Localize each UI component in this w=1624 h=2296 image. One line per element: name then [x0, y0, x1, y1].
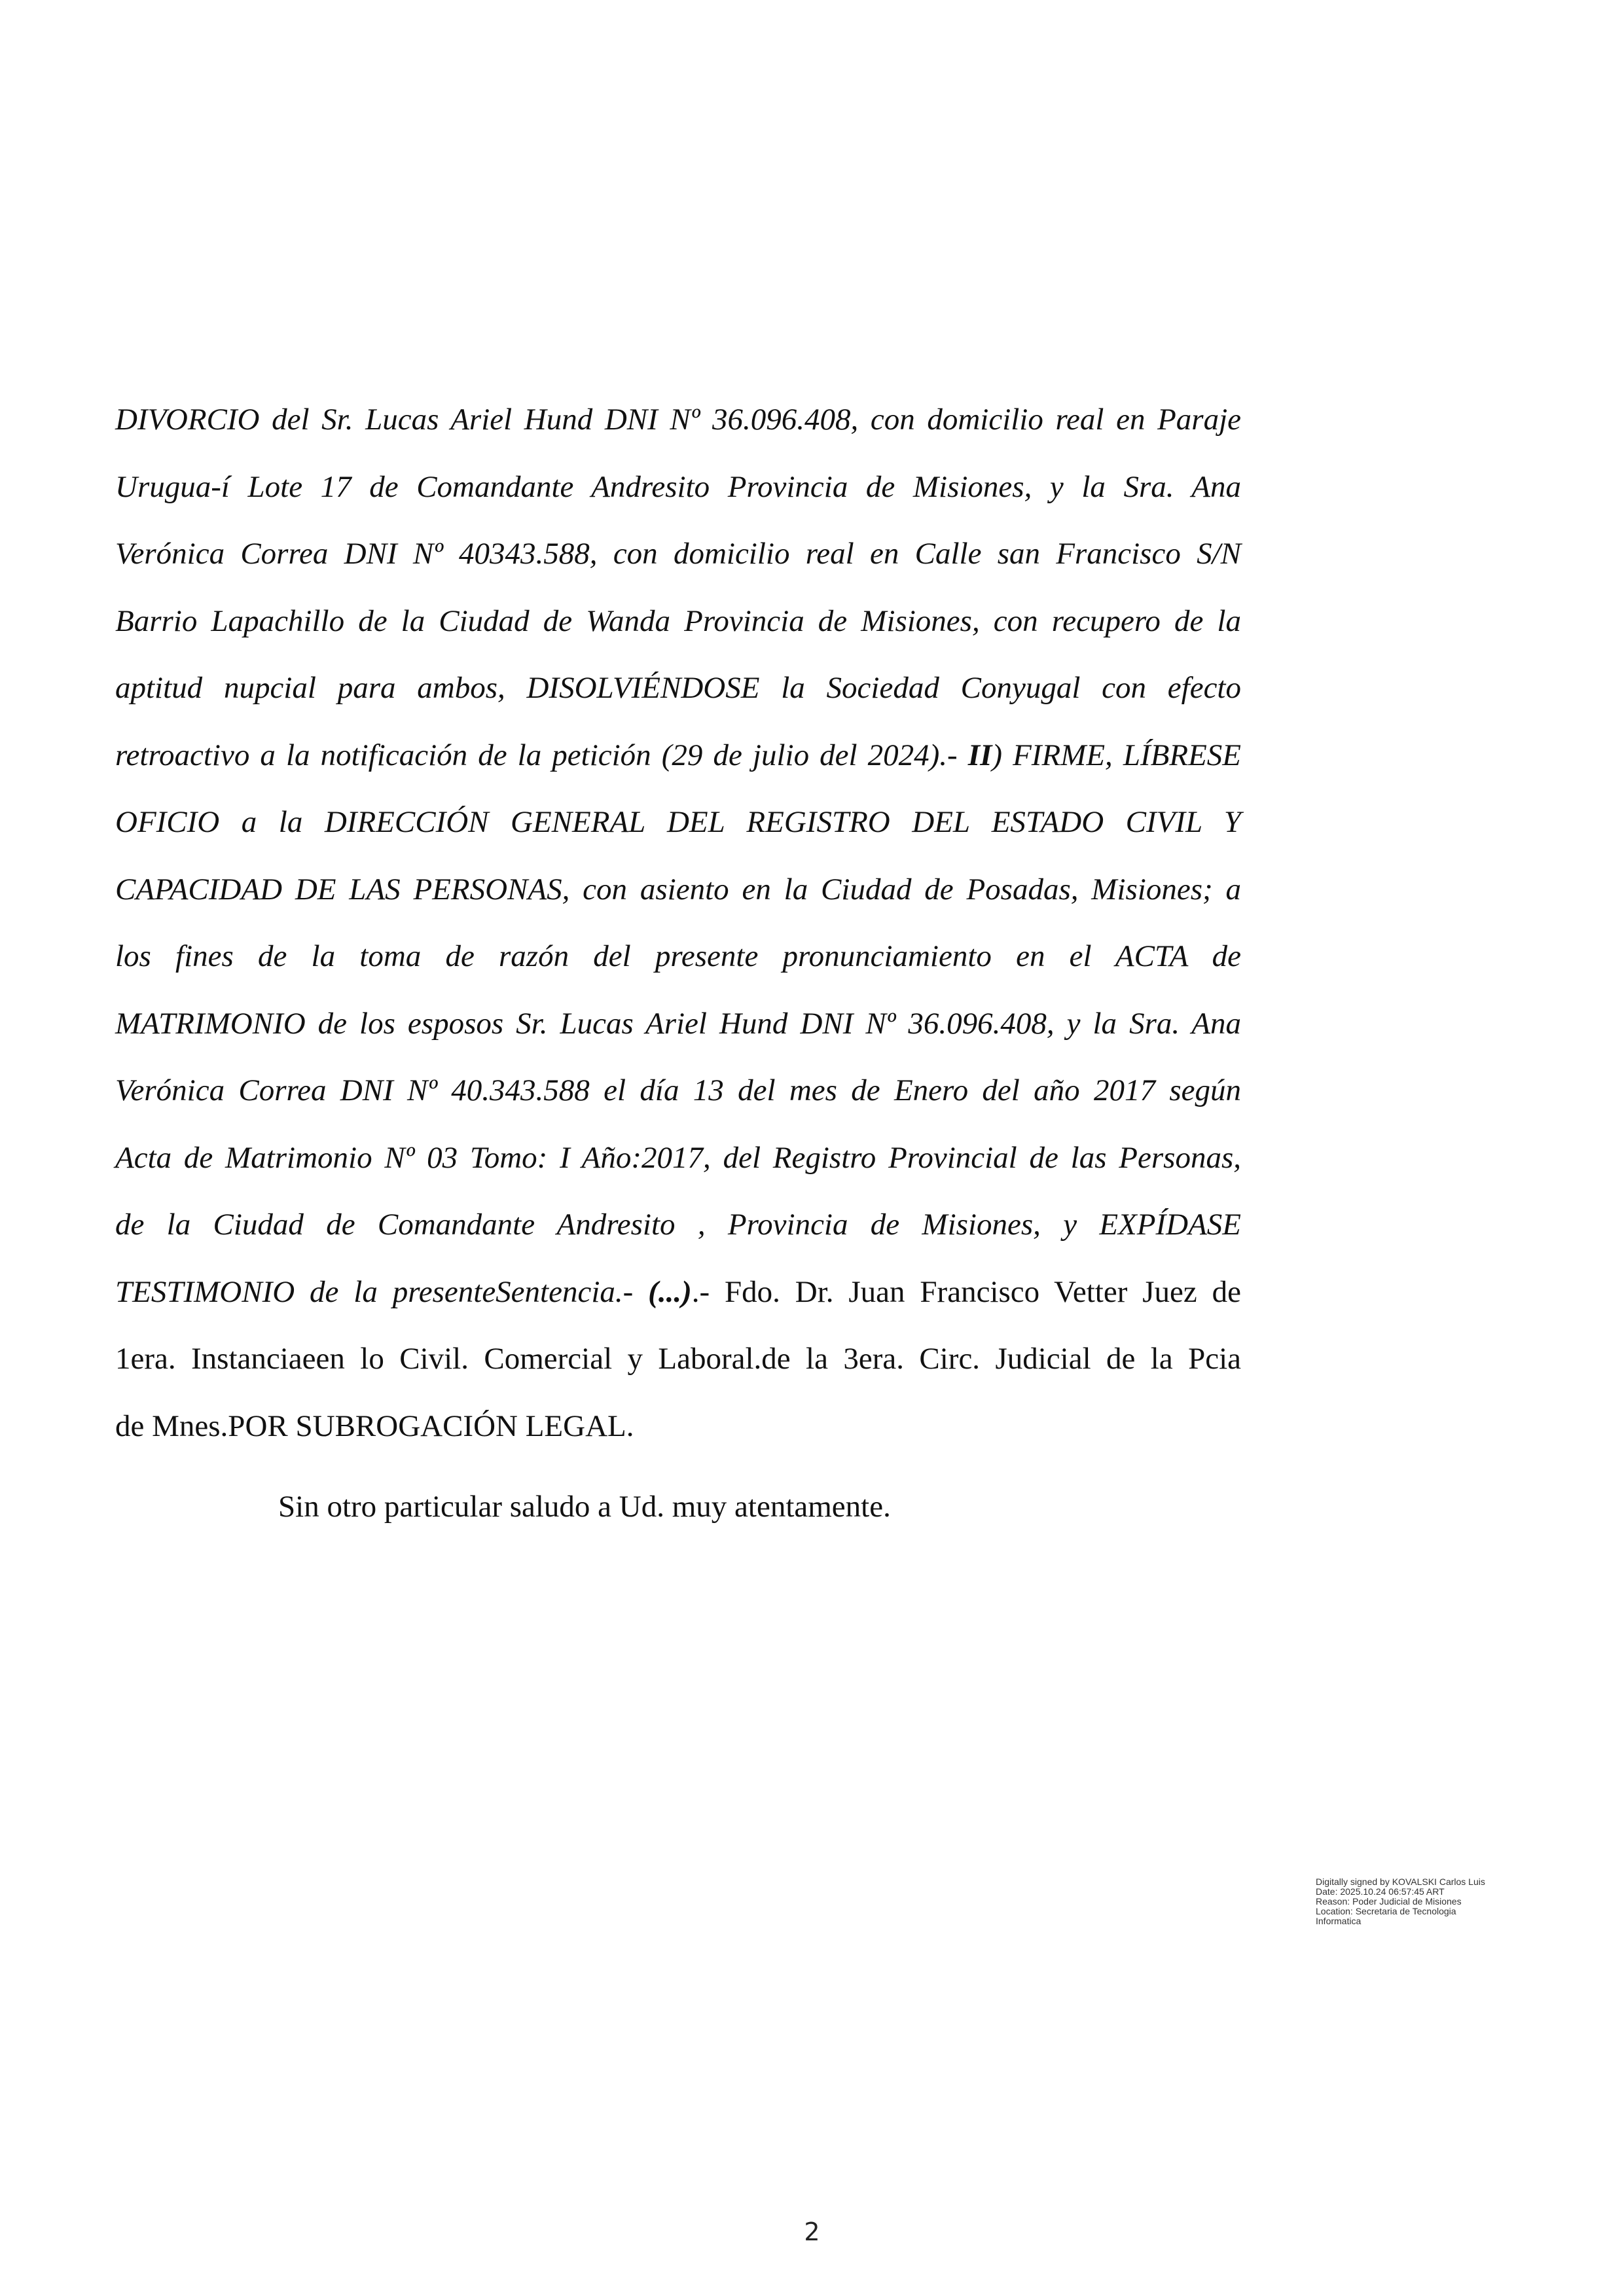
text-run: de la Ciudad de Comandante Andresito , Provincia de Misiones, y EXPÍDASE — [115, 1208, 1241, 1242]
body-line — [115, 400, 1241, 439]
text-run: 1era. Instanciaeen lo Civil. Comercial y Laboral.de la 3era. Circ. Judicial de la Pcia — [115, 1342, 1241, 1376]
text-run: retroactivo a la notificación de la petición (29 de julio del 2024).- — [115, 738, 968, 772]
text-run: los fines de la toma de razón del presente pronunciamiento en el ACTA de — [115, 939, 1241, 973]
body-line — [115, 467, 1241, 507]
body-line — [115, 1004, 1241, 1043]
signature-line: Date: 2025.10.24 06:57:45 ART — [1316, 1886, 1445, 1897]
text-run: Verónica Correa DNI Nº 40343.588, con domicilio real en Calle san Francisco S/N — [115, 537, 1241, 571]
body-line — [115, 802, 1241, 842]
text-run: (...) — [648, 1275, 692, 1309]
body-line — [115, 1071, 1241, 1110]
body-line — [115, 1138, 1241, 1177]
body-line — [115, 736, 1241, 775]
body-line — [115, 1272, 1241, 1312]
body-line — [115, 668, 1241, 708]
text-run: Urugua-í Lote 17 de Comandante Andresito Provincia de Misiones, y la Sra. Ana — [115, 470, 1241, 504]
text-run: OFICIO a la DIRECCIÓN GENERAL DEL REGISTRO DEL ESTADO CIVIL Y — [115, 805, 1241, 839]
text-run: DIVORCIO del Sr. Lucas Ariel Hund DNI Nº 36.096.408, con domicilio real en Paraje — [115, 403, 1241, 437]
text-run: II — [967, 738, 992, 772]
signature-line: Informatica — [1316, 1916, 1362, 1926]
page-number: 2 — [804, 2217, 820, 2246]
body-line — [115, 534, 1241, 573]
closing-paragraph: Sin otro particular saludo a Ud. muy atentamente. — [278, 1490, 891, 1524]
signature-line: Location: Secretaria de Tecnologia — [1316, 1906, 1456, 1916]
text-run: Barrio Lapachillo de la Ciudad de Wanda Provincia de Misiones, con recupero de la — [115, 604, 1241, 638]
body-line — [115, 1407, 1241, 1446]
body-line — [115, 601, 1241, 641]
digital-signature-stamp — [1316, 1877, 1532, 1926]
text-run: MATRIMONIO de los esposos Sr. Lucas Ariel Hund DNI Nº 36.096.408, y la Sra. Ana — [115, 1007, 1241, 1041]
signature-line: Reason: Poder Judicial de Misiones — [1316, 1896, 1462, 1907]
text-run: .- Fdo. Dr. Juan Francisco Vetter Juez de — [691, 1275, 1241, 1309]
text-run: Acta de Matrimonio Nº 03 Tomo: I Año:2017, del Registro Provincial de las Personas, — [115, 1141, 1241, 1175]
text-run: Verónica Correa DNI Nº 40.343.588 el día 13 del mes de Enero del año 2017 según — [115, 1073, 1241, 1107]
text-run: ) FIRME, LÍBRESE — [992, 738, 1241, 772]
text-run: CAPACIDAD DE LAS PERSONAS, con asiento en la Ciudad de Posadas, Misiones; a — [115, 872, 1241, 906]
text-run: TESTIMONIO de la presenteSentencia.- — [115, 1275, 649, 1309]
text-run: aptitud nupcial para ambos, DISOLVIÉNDOSE la Sociedad Conyugal con efecto — [115, 671, 1241, 705]
body-line — [115, 937, 1241, 976]
body-line — [115, 1339, 1241, 1378]
body-line — [115, 1205, 1241, 1244]
body-line — [115, 870, 1241, 909]
text-run: de Mnes.POR SUBROGACIÓN LEGAL. — [115, 1409, 634, 1443]
signature-line: Digitally signed by KOVALSKI Carlos Luis — [1316, 1876, 1485, 1887]
